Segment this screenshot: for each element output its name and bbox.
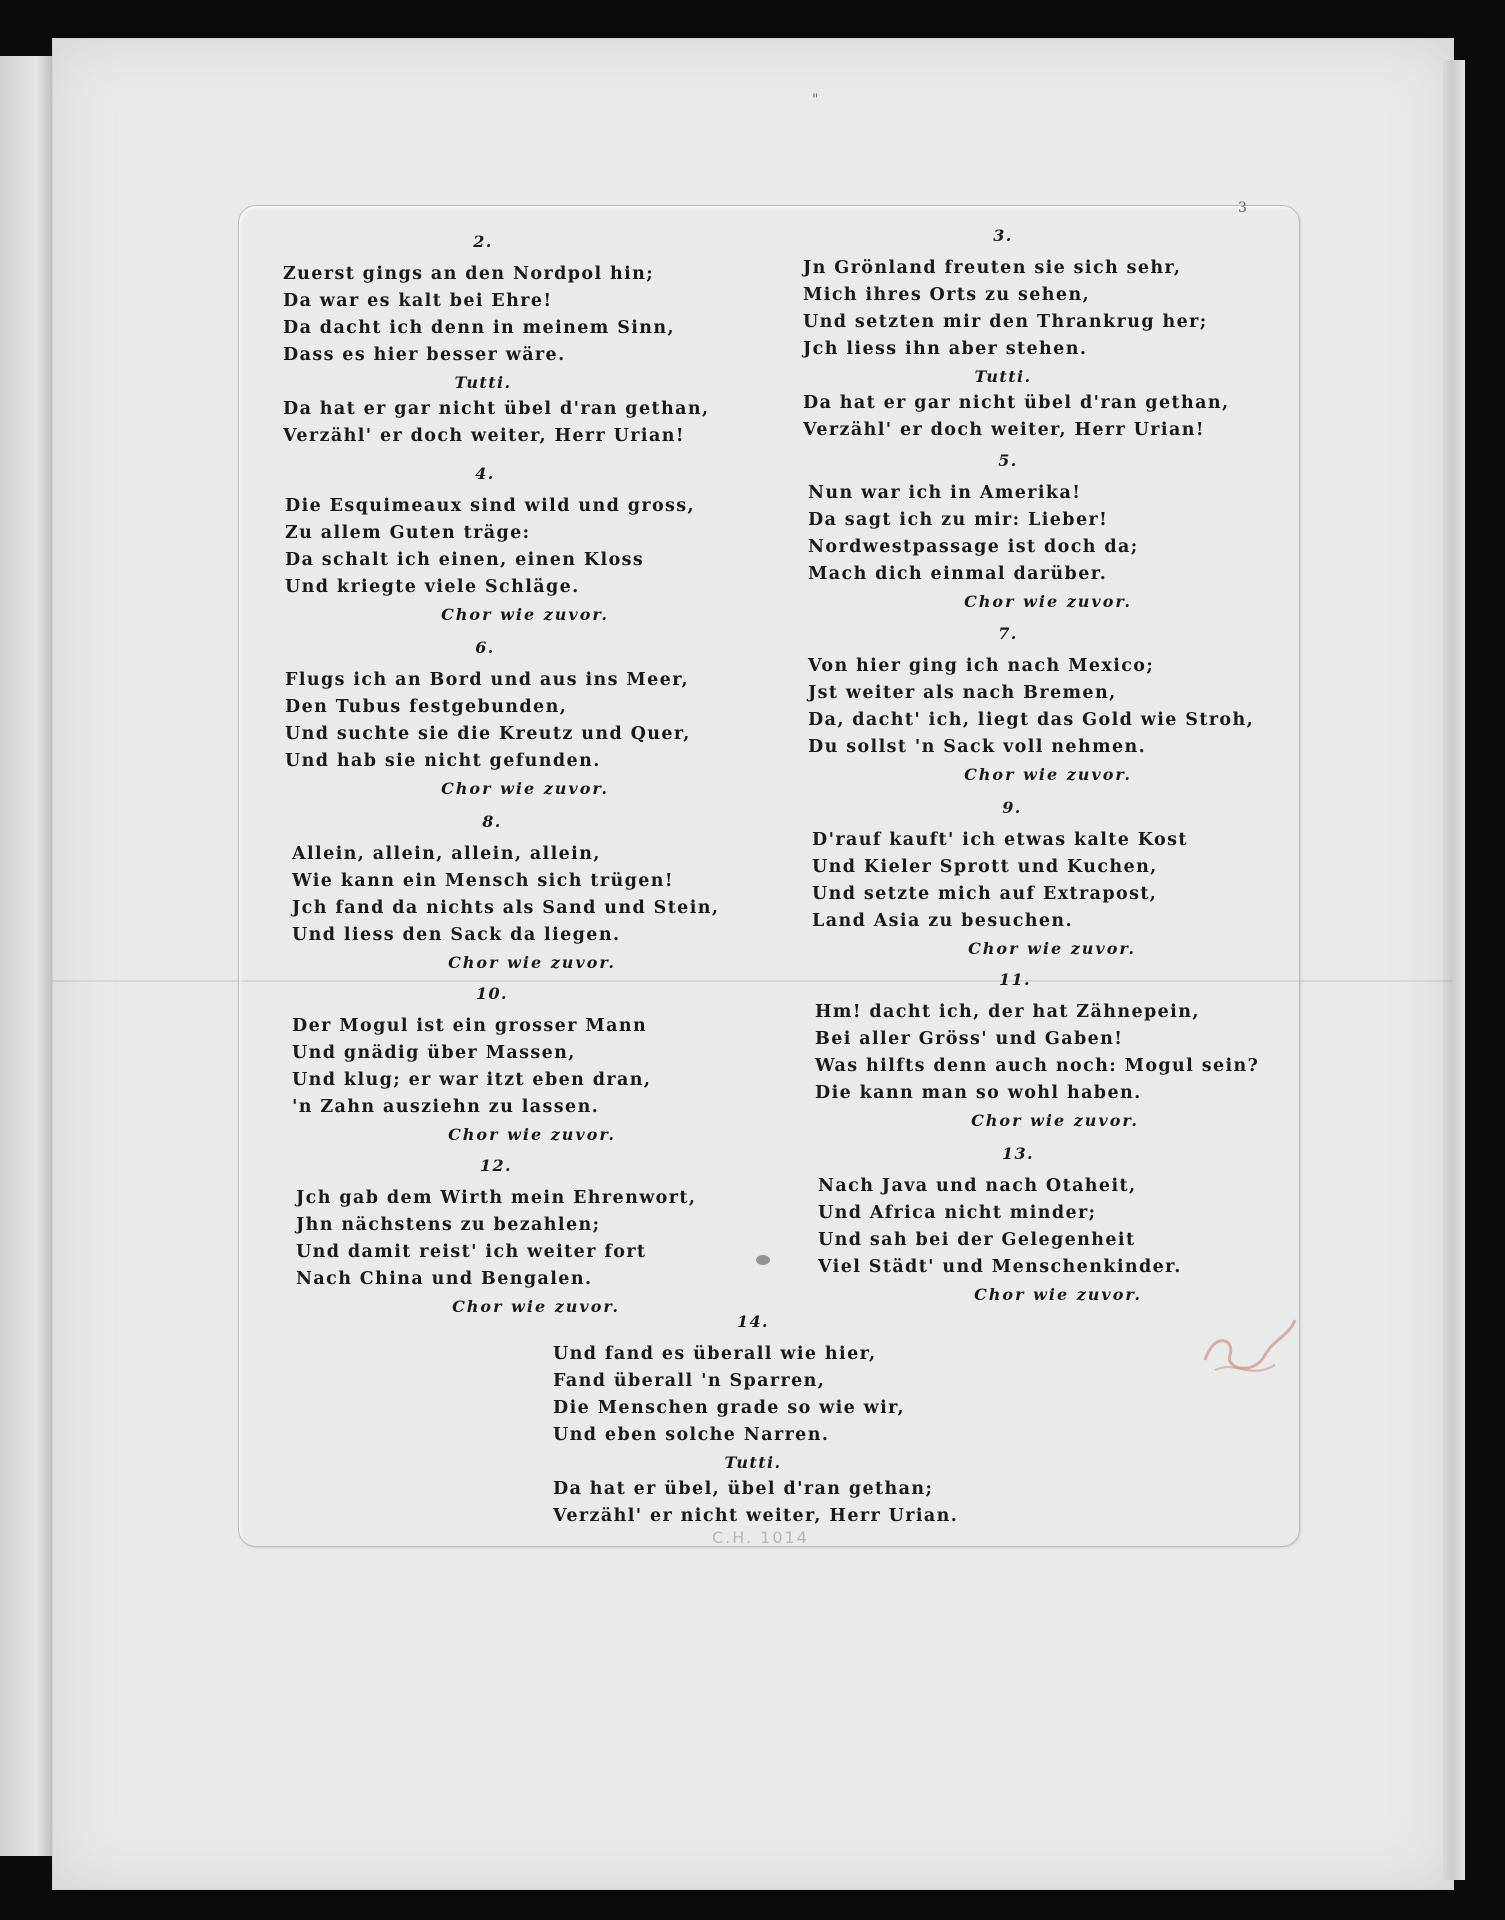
verse-line: Jch liess ihn aber stehen. (803, 339, 1088, 359)
verse-line: 'n Zahn ausziehn zu lassen. (292, 1097, 600, 1117)
verse-line: Mach dich einmal darüber. (808, 564, 1108, 584)
verse-line: Jn Grönland freuten sie sich sehr, (803, 258, 1182, 278)
ink-smudge (756, 1255, 770, 1265)
stanza-number: 3. (993, 226, 1013, 245)
red-pencil-scribble-icon (1195, 1300, 1305, 1390)
verse-line: Die Esquimeaux sind wild und gross, (285, 496, 696, 516)
verse-line: D'rauf kauft' ich etwas kalte Kost (812, 830, 1188, 850)
verse-line: Und setzten mir den Thrankrug her; (803, 312, 1208, 332)
verse-line: Die kann man so wohl haben. (815, 1083, 1142, 1103)
stanza-number: 14. (736, 1312, 770, 1331)
chorus-instruction: Chor wie zuvor. (964, 765, 1132, 784)
stanza (803, 222, 1243, 444)
chorus-instruction: Chor wie zuvor. (971, 1111, 1139, 1130)
chorus-instruction: Chor wie zuvor. (441, 779, 609, 798)
verse-line: Viel Städt' und Menschenkinder. (818, 1257, 1182, 1277)
stanza (553, 1308, 993, 1530)
verse-line: Flugs ich an Bord und aus ins Meer, (285, 670, 690, 690)
refrain-line: Da hat er gar nicht übel d'ran gethan, (283, 399, 710, 419)
verse-line: Da sagt ich zu mir: Lieber! (808, 510, 1109, 530)
stanza-number: 5. (998, 451, 1018, 470)
stanza (815, 966, 1260, 1134)
verse-line: Mich ihres Orts zu sehen, (803, 285, 1091, 305)
chorus-instruction: Chor wie zuvor. (452, 1297, 620, 1316)
stanza-number: 13. (1001, 1144, 1035, 1163)
verse-line: Zu allem Guten träge: (285, 523, 531, 543)
verse-line: Und setzte mich auf Extrapost, (812, 884, 1158, 904)
refrain-line: Da hat er gar nicht übel d'ran gethan, (803, 393, 1230, 413)
verse-line: Nach Java und nach Otaheit, (818, 1176, 1137, 1196)
stanza (808, 447, 1248, 615)
verse-line: Du sollst 'n Sack voll nehmen. (808, 737, 1147, 757)
verse-line: Bei aller Gröss' und Gaben! (815, 1029, 1124, 1049)
verse-line: Die Menschen grade so wie wir, (553, 1398, 906, 1418)
verse-line: Den Tubus festgebunden, (285, 697, 568, 717)
verse-line: Und eben solche Narren. (553, 1425, 830, 1445)
verse-line: Land Asia zu besuchen. (812, 911, 1074, 931)
verse-line: Und sah bei der Gelegenheit (818, 1230, 1136, 1250)
verse-line: Da, dacht' ich, liegt das Gold wie Stroh, (808, 710, 1255, 730)
chorus-instruction: Chor wie zuvor. (448, 1125, 616, 1144)
verse-line: Und damit reist' ich weiter fort (296, 1242, 647, 1262)
verse-line: Und klug; er war itzt eben dran, (292, 1070, 652, 1090)
verse-line: Jst weiter als nach Bremen, (808, 683, 1117, 703)
stanza (292, 808, 732, 976)
verse-line: Allein, allein, allein, allein, (292, 844, 601, 864)
stanza-number: 11. (998, 970, 1032, 989)
stanza (812, 794, 1252, 962)
tutti-heading: Tutti. (974, 367, 1032, 386)
verse-line: Da dacht ich denn in meinem Sinn, (283, 318, 676, 338)
stanza-number: 10. (475, 984, 509, 1003)
verse-line: Nun war ich in Amerika! (808, 483, 1082, 503)
chorus-instruction: Chor wie zuvor. (441, 605, 609, 624)
chorus-instruction: Chor wie zuvor. (968, 939, 1136, 958)
stanza (808, 620, 1255, 788)
stanza-number: 8. (482, 812, 502, 831)
verse-line: Fand überall 'n Sparren, (553, 1371, 826, 1391)
refrain-line: Da hat er übel, übel d'ran gethan; (553, 1479, 934, 1499)
verse-line: Zuerst gings an den Nordpol hin; (283, 264, 655, 284)
corner-page-mark: 3 (1238, 200, 1247, 216)
left-page-edge (0, 56, 52, 1856)
chorus-instruction: Chor wie zuvor. (974, 1285, 1142, 1304)
verse-line: Dass es hier besser wäre. (283, 345, 566, 365)
verse-line: Und gnädig über Massen, (292, 1043, 576, 1063)
verse-line: Jch gab dem Wirth mein Ehrenwort, (296, 1188, 697, 1208)
plate-number-stamp: C.H. 1014 (712, 1528, 809, 1547)
stanza (285, 460, 725, 628)
tutti-heading: Tutti. (724, 1453, 782, 1472)
chorus-instruction: Chor wie zuvor. (964, 592, 1132, 611)
stanza (292, 980, 732, 1148)
refrain-line: Verzähl' er doch weiter, Herr Urian! (803, 420, 1205, 440)
verse-line: Jch fand da nichts als Sand und Stein, (292, 898, 720, 918)
stanza-number: 6. (475, 638, 495, 657)
verse-line: Und hab sie nicht gefunden. (285, 751, 601, 771)
verse-line: Wie kann ein Mensch sich trügen! (292, 871, 674, 891)
page-stack-edge (1443, 60, 1465, 1880)
verse-line: Da war es kalt bei Ehre! (283, 291, 553, 311)
verse-line: Nach China und Bengalen. (296, 1269, 593, 1289)
verse-line: Nordwestpassage ist doch da; (808, 537, 1139, 557)
tutti-heading: Tutti. (454, 373, 512, 392)
refrain-line: Verzähl' er doch weiter, Herr Urian! (283, 426, 685, 446)
stanza (818, 1140, 1258, 1308)
stanza (285, 634, 725, 802)
chorus-instruction: Chor wie zuvor. (448, 953, 616, 972)
verse-line: Und fand es überall wie hier, (553, 1344, 877, 1364)
refrain-line: Verzähl' er nicht weiter, Herr Urian. (553, 1506, 959, 1526)
verse-line: Hm! dacht ich, der hat Zähnepein, (815, 1002, 1200, 1022)
verse-line: Und kriegte viele Schläge. (285, 577, 580, 597)
verse-line: Und Kieler Sprott und Kuchen, (812, 857, 1158, 877)
verse-line: Der Mogul ist ein grosser Mann (292, 1016, 648, 1036)
stanza-number: 4. (475, 464, 495, 483)
verse-line: Von hier ging ich nach Mexico; (808, 656, 1155, 676)
stanza-number: 12. (479, 1156, 513, 1175)
stanza-number: 7. (998, 624, 1018, 643)
verse-line: Und suchte sie die Kreutz und Quer, (285, 724, 691, 744)
verse-line: Und liess den Sack da liegen. (292, 925, 621, 945)
stanza (296, 1152, 736, 1320)
verse-line: Jhn nächstens zu bezahlen; (296, 1215, 601, 1235)
top-mark: " (812, 92, 819, 108)
verse-line: Was hilfts denn auch noch: Mogul sein? (815, 1056, 1260, 1076)
stanza-number: 9. (1002, 798, 1022, 817)
verse-line: Und Africa nicht minder; (818, 1203, 1097, 1223)
stanza-number: 2. (473, 232, 493, 251)
verse-line: Da schalt ich einen, einen Kloss (285, 550, 645, 570)
stanza (283, 228, 723, 450)
